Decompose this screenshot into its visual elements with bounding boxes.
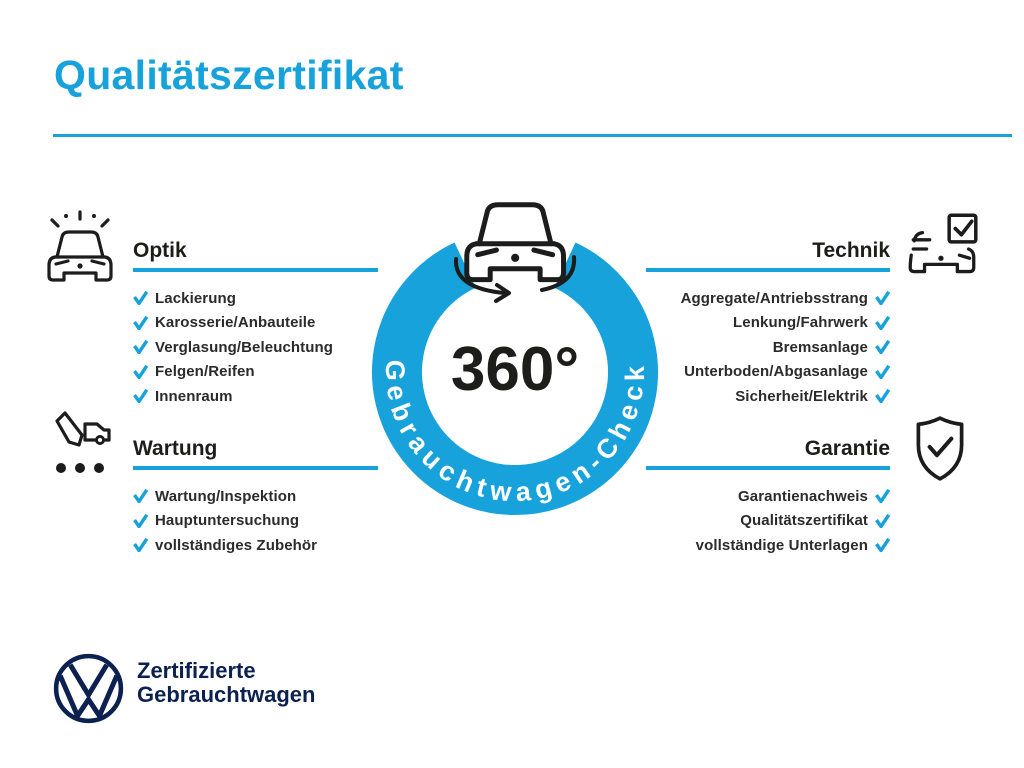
section-title-wartung: Wartung xyxy=(133,437,378,470)
car-checkbox-icon xyxy=(902,211,984,285)
check-icon xyxy=(133,340,148,354)
section-title-garantie: Garantie xyxy=(646,437,890,470)
check-icon xyxy=(133,389,148,403)
list-item-label: Bremsanlage xyxy=(772,338,868,356)
check-icon xyxy=(875,538,890,552)
list-item-label: Lackierung xyxy=(155,289,237,307)
page-title: Qualitätszertifikat xyxy=(54,52,404,98)
check-icon xyxy=(875,489,890,503)
check-icon xyxy=(875,316,890,330)
list-item-label: Felgen/Reifen xyxy=(155,363,255,381)
vw-logo xyxy=(52,652,125,725)
check-icon xyxy=(133,538,148,552)
footer-claim-line2: Gebrauchtwagen xyxy=(137,682,316,707)
shield-check-icon xyxy=(908,414,972,484)
list-item-label: Verglasung/Beleuchtung xyxy=(155,338,334,356)
badge-degrees: 360° xyxy=(450,335,580,404)
shining-car-icon xyxy=(44,210,116,284)
check-icon xyxy=(133,291,148,305)
list-item-label: Sicherheit/Elektrik xyxy=(735,387,868,405)
list-item-label: Qualitätszertifikat xyxy=(740,512,868,530)
footer-claim xyxy=(137,659,315,707)
title-divider xyxy=(53,134,1012,137)
check-icon xyxy=(875,514,890,528)
check-icon xyxy=(875,291,890,305)
check-icon xyxy=(133,489,148,503)
service-checklist-icon xyxy=(44,408,116,480)
check-icon xyxy=(875,365,890,379)
section-title-technik: Technik xyxy=(646,239,890,272)
check-icon xyxy=(875,340,890,354)
list-item xyxy=(560,533,890,558)
list-item-label: vollständige Unterlagen xyxy=(695,536,868,554)
footer-claim-line1: Zertifizierte xyxy=(137,658,256,683)
list-item-label: Karosserie/Anbauteile xyxy=(155,314,316,332)
list-item-label: vollständiges Zubehör xyxy=(155,536,318,554)
list-item-label: Aggregate/Antriebsstrang xyxy=(680,289,868,307)
check-icon xyxy=(133,514,148,528)
list-item-label: Innenraum xyxy=(155,387,233,405)
check-icon xyxy=(133,316,148,330)
list-item-label: Unterboden/Abgasanlage xyxy=(684,363,868,381)
list-item-label: Hauptuntersuchung xyxy=(155,512,300,530)
list-item-label: Garantienachweis xyxy=(738,487,868,505)
list-item xyxy=(133,533,463,558)
360-check-badge xyxy=(368,183,662,518)
list-item-label: Wartung/Inspektion xyxy=(155,487,297,505)
section-title-optik: Optik xyxy=(133,239,378,272)
list-item-label: Lenkung/Fahrwerk xyxy=(733,314,868,332)
check-icon xyxy=(133,365,148,379)
check-icon xyxy=(875,389,890,403)
rotating-car-icon xyxy=(467,205,564,280)
badge-ring-label: Gebrauchtwagen-Check xyxy=(379,359,651,508)
